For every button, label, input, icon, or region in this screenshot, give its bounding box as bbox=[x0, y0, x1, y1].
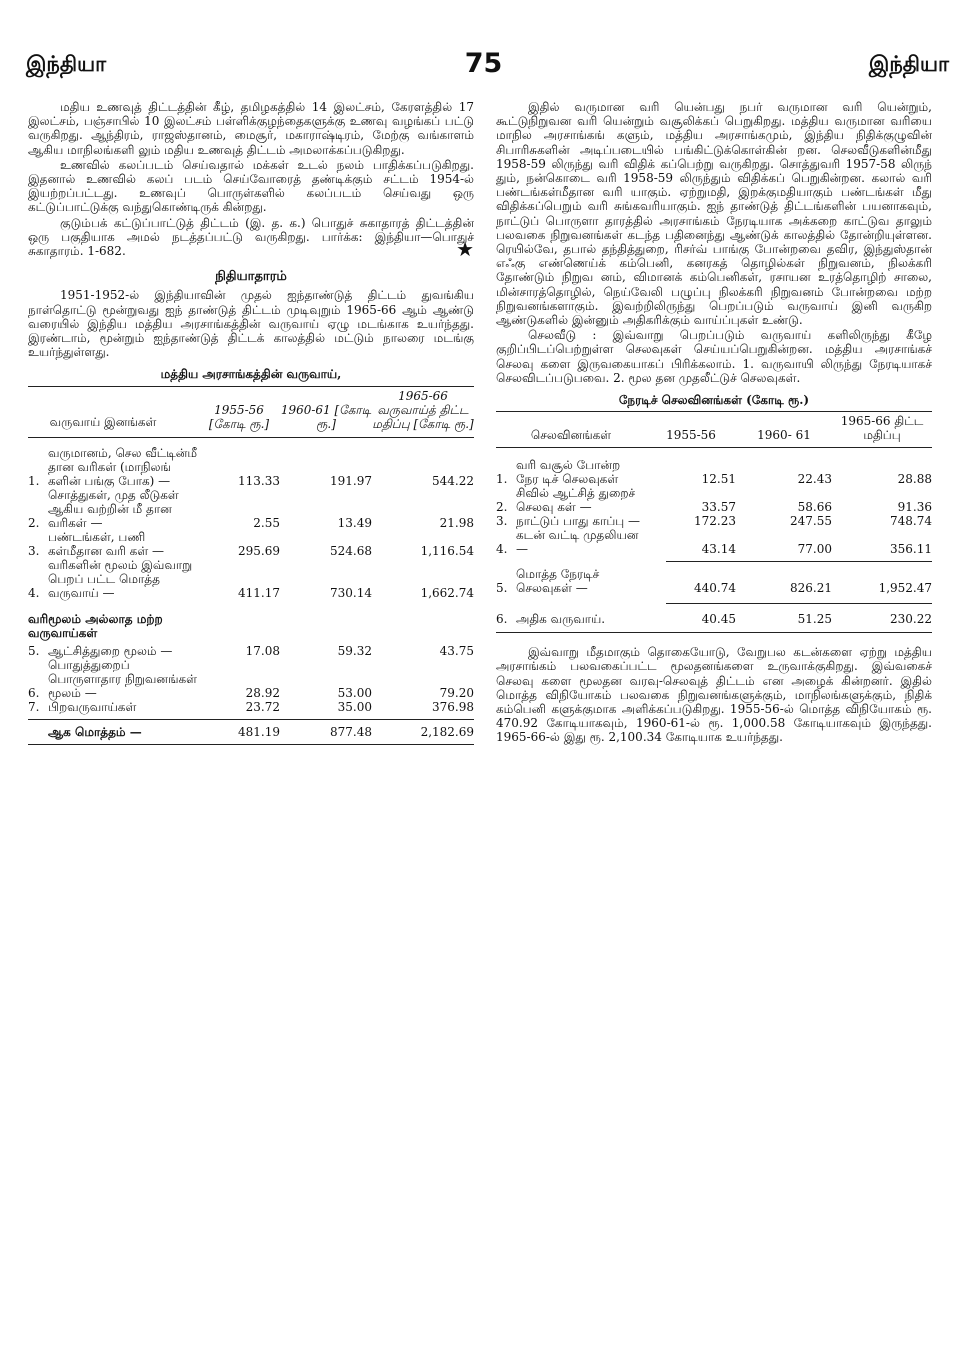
row-label: மொத்த நேரடிச் செலவுகள் — bbox=[516, 567, 600, 596]
table-row bbox=[496, 528, 932, 556]
cell-value: 21.98 bbox=[439, 515, 474, 530]
table-rule bbox=[28, 719, 474, 720]
column-header: வருவாய் இனங்கள் bbox=[49, 414, 157, 429]
column-header: 1965-66 திட்ட மதிப்பு bbox=[840, 414, 924, 443]
column-header: 1955-56 [கோடி ரூ.] bbox=[208, 402, 270, 431]
running-header-left: இந்தியா bbox=[26, 52, 107, 76]
cell-value: 28.92 bbox=[245, 685, 280, 700]
cell-value: 172.23 bbox=[694, 514, 736, 529]
cell-value: 730.14 bbox=[330, 585, 372, 600]
table-row bbox=[28, 644, 474, 658]
cell-value: 35.00 bbox=[337, 699, 372, 714]
paragraph: இதில் வருமான வரி யென்பது நபர் வருமான வரி யென்றும், கூட்டுநிறுவன வரி யென்றும் வசூலிக்கப் பெறுகிறது. மத்திய வருமான வரியை மாநில அரசாங்கங் களும், மத்திய அரசாங்கமும், இந்திய நிதிக்குழுவின் சிபாரிசுகளின் அடிப்படையில் பங்கிட்டுக்கொள்கின் றன. செலவீடுகளின்மீது 1958-59 லிருந்து வரி விதிக் கப்பெற்று வருகிறது. சொத்துவரி 1957-58 லிருந் தும், நன்கொடை வரி 1958-59 லிருந்தும் விதிக்கப் பெறுகின்றன. கலால் வரி பண்டங்கள்மீதான வரி யாகும். ஏற்றுமதி, இறக்குமதியாகும் பண்டங்கள் மீது விதிக்கப்பெறும் வரி சுங்கவரியாகும். ஐந் தாண்டுத் திட்டங்களின் பயனாகவும், நாட்டுப் பொருளா தாரத்தில் அரசாங்கம் நேரடியாக அக்கறை காட்டுவ தாலும் பலவகை நிறுவனங்கள் கடந்த பதினைந்து ஆண்டுக் காலத்தில் தோன்றியுள்ளன. ரெயில்வே, தபால் தந்தித்துறை, ரிசர்வ் பாங்கு போன்றவை தவிர, இந்துஸ்தான் எஃகு எண்ணெய்க் கம்பெனி, கனரகத் தொழில்கள் நிறுவனம், நிலக்கரி தோண்டும் நிறுவ னம், விமானக் கம்பெனிகள், ரசாயன உரத்தொழிற் சாலை, மின்சாரத்தொழில், நெய்வேலி பழுப்பு நிலக்கரி நிறுவனம் போன்றவை மற்ற நிறுவனங்களாகும். இவற்றிலிருந்து பெறப்படும் வருவாய் இனி வருகிற ஆண்டுகளில் இன்னும் அதிகரிக்கும் வாய்ப்புகள் உண்டு. bbox=[496, 100, 932, 328]
row-label: வருமானம், செல வீட்டின்மீ தான வரிகள் (மாநிலங் களின் பங்கு போக) — bbox=[48, 445, 198, 488]
revenue-table bbox=[28, 389, 474, 750]
row-label: சிவில் ஆட்சித் துறைச் செலவு கள் — bbox=[516, 486, 636, 515]
column-header: 1955-56 bbox=[666, 428, 716, 443]
row-label: வரிகளின் மூலம் இவ்வாறு பெறப் பட்ட மொத்த வருவாய் — bbox=[48, 557, 193, 600]
cell-value: 28.88 bbox=[897, 472, 932, 487]
cell-value: 12.51 bbox=[701, 472, 736, 487]
cell-value: 376.98 bbox=[432, 699, 474, 714]
cell-value: 59.32 bbox=[337, 643, 372, 658]
cell-value: 23.72 bbox=[245, 699, 280, 714]
table-caption: நேரடிச் செலவினங்கள் (கோடி ரூ.) bbox=[618, 393, 810, 408]
table-header-row bbox=[496, 414, 932, 442]
table-header-row bbox=[28, 389, 474, 431]
table-subheading: வரிமூலம் அல்லாத மற்ற வருவாய்கள் bbox=[28, 611, 163, 640]
table-row bbox=[28, 658, 474, 700]
cell-value: 524.68 bbox=[330, 543, 372, 558]
table-rule bbox=[28, 744, 474, 745]
cell-value: 440.74 bbox=[694, 581, 736, 596]
cell-value: 43.75 bbox=[439, 643, 474, 658]
star-icon: ★ bbox=[456, 237, 474, 262]
row-number: 2. bbox=[28, 515, 40, 530]
row-label: கடன் வட்டி முதலியன — bbox=[516, 528, 639, 557]
cell-value: 247.55 bbox=[790, 514, 832, 529]
cell-value: 79.20 bbox=[439, 685, 474, 700]
column-header: செலவினங்கள் bbox=[530, 428, 612, 443]
table-row bbox=[28, 530, 474, 558]
table-row bbox=[28, 700, 474, 714]
column-header: 1965-66 வருவாய்த் திட்ட மதிப்பு [கோடி ரூ.] bbox=[372, 388, 474, 431]
table-total-row bbox=[28, 725, 474, 739]
row-number: 5. bbox=[496, 581, 508, 596]
cell-value: 230.22 bbox=[890, 612, 932, 627]
row-label: அதிக வருவாய். bbox=[516, 612, 606, 627]
cell-value: 411.17 bbox=[238, 585, 280, 600]
table-rule bbox=[496, 447, 932, 448]
cell-value: 17.08 bbox=[245, 643, 280, 658]
cell-value: 22.43 bbox=[797, 472, 832, 487]
row-number: 2. bbox=[496, 500, 508, 515]
cell-value: 58.66 bbox=[797, 500, 832, 515]
cell-value: 43.14 bbox=[701, 542, 736, 557]
table-row bbox=[496, 612, 932, 626]
row-number: 1. bbox=[496, 472, 508, 487]
cell-value: 748.74 bbox=[890, 514, 932, 529]
paragraph: இவ்வாறு மீதமாகும் தொகையோடு, வேறுபல கடன்களை ஏற்று மத்திய அரசாங்கம் பலவகைப்பட்ட மூலதனங்களை உருவாக்குகிறது. இவ்வகைச் செலவு களை மூலதன வரவு-செலவுத் திட்டம் என அழைக் கின்றனர். இதில் மொத்த விநியோகம் பலவகை நிறுவனங்களுக்கும், மாநிலங்களுக்கும், நிதிக் கம்பெனி களுக்குமாக அளிக்கப்படுகிறது. 1955-56-ல் மொத்த விநியோகம் ரூ. 470.92 கோடியாகவும், 1960-61-ல் ரூ. 1,000.58 கோடியாகவும் இருந்தது. 1965-66-ல் இது ரூ. 2,100.34 கோடியாக உயர்ந்தது. bbox=[496, 645, 932, 745]
table-rule bbox=[28, 437, 474, 438]
table-rule bbox=[666, 603, 932, 604]
row-number: 6. bbox=[28, 685, 40, 700]
row-label: பொதுத்துறைப் பொருளாதார நிறுவனங்கள் மூலம் — bbox=[48, 657, 197, 700]
row-label: வரி வசூல் போன்ற நேர டிச் செலவுகள் bbox=[516, 458, 621, 487]
cell-value: 33.57 bbox=[701, 500, 736, 515]
cell-value: 53.00 bbox=[337, 685, 372, 700]
cell-value: 1,662.74 bbox=[420, 585, 474, 600]
table-row bbox=[28, 558, 474, 600]
row-number: 7. bbox=[28, 699, 40, 714]
page-number: 75 bbox=[464, 48, 503, 79]
running-header-right: இந்தியா bbox=[868, 52, 949, 76]
paragraph bbox=[28, 215, 474, 262]
expenditure-table bbox=[496, 414, 932, 645]
cell-value: 2.55 bbox=[253, 515, 280, 530]
row-label: நாட்டுப் பாது காப்பு — bbox=[516, 514, 641, 529]
row-label: பிறவருவாய்கள் bbox=[48, 699, 137, 714]
table-row bbox=[28, 488, 474, 530]
paragraph: உணவில் கலப்படம் செய்வதால் மக்கள் உடல் நலம் பாதிக்கப்படுகிறது. இதனால் உணவில் கலப் படம் செய்வோரைத் தண்டிக்கும் சட்டம் 1954-ல் இயற்றப்பட்டது. உணவுப் பொருள்களில் கலப்படம் செய்வது ஒரு கட்டுப்பாட்டுக்கு வந்துகொண்டிருக் கின்றது. bbox=[28, 157, 474, 215]
paragraph-text: குடும்பக் கட்டுப்பாட்டுத் திட்டம் (இ. த. க.) பொதுச் சுகாதாரத் திட்டத்தின் ஒரு பகுதியாக அமல் நடத்தப்பட்டு வருகிறது. பார்க்க: இந்தியா—பொதுச் சுகாதாரம். 1-682. bbox=[28, 215, 474, 259]
table-row bbox=[496, 514, 932, 528]
cell-value: 40.45 bbox=[701, 612, 736, 627]
row-number: 5. bbox=[28, 643, 40, 658]
row-label: ஆட்சித்துறை மூலம் — bbox=[48, 643, 173, 658]
table-rule bbox=[28, 386, 474, 387]
column-header: 1960-61 [கோடி ரூ.] bbox=[280, 402, 372, 431]
row-label: ஆக மொத்தம் — bbox=[48, 724, 142, 739]
cell-value: 356.11 bbox=[890, 542, 932, 557]
cell-value: 13.49 bbox=[337, 515, 372, 530]
row-label: பண்டங்கள், பணி கள்மீதான வரி கள் — bbox=[48, 529, 164, 558]
row-number: 3. bbox=[496, 514, 508, 529]
cell-value: 1,952.47 bbox=[878, 581, 932, 596]
table-row bbox=[496, 458, 932, 486]
row-number: 3. bbox=[28, 543, 40, 558]
table-row bbox=[28, 446, 474, 488]
cell-value: 877.48 bbox=[330, 724, 372, 739]
table-rule bbox=[496, 411, 932, 412]
table-rule bbox=[496, 632, 932, 633]
table-caption: மத்திய அரசாங்கத்தின் வருவாய், bbox=[160, 367, 342, 382]
cell-value: 77.00 bbox=[797, 542, 832, 557]
cell-value: 191.97 bbox=[330, 473, 372, 488]
table-row bbox=[496, 567, 932, 595]
cell-value: 51.25 bbox=[797, 612, 832, 627]
row-label: சொத்துகள், முத லீடுகள் ஆகிய வற்றின் மீ தான வரிகள் — bbox=[48, 487, 179, 530]
column-header: 1960- 61 bbox=[757, 428, 811, 443]
left-column bbox=[28, 100, 474, 750]
row-number: 1. bbox=[28, 473, 40, 488]
cell-value: 826.21 bbox=[790, 581, 832, 596]
table-row bbox=[496, 486, 932, 514]
paragraph: மதிய உணவுத் திட்டத்தின் கீழ், தமிழகத்தில் 14 இலட்சம், கேரளத்தில் 17 இலட்சம், பஞ்சாபில் 10 இலட்சம் பள்ளிக்குழந்தைகளுக்கு உணவு வழங்கப் பட்டு வருகிறது. ஆந்திரம், ராஜஸ்தானம், மைசூர், மகாராஷ்டிரம், மேற்கு வங்காளம் ஆகிய மாநிலங்களி லும் மதிய உணவுத் திட்டம் அமலாக்கப்படுகிறது. bbox=[28, 100, 474, 157]
cell-value: 113.33 bbox=[238, 473, 280, 488]
section-heading: நிதியாதாரம் bbox=[215, 269, 287, 285]
cell-value: 1,116.54 bbox=[420, 543, 474, 558]
row-number: 4. bbox=[28, 585, 40, 600]
row-number: 6. bbox=[496, 612, 508, 627]
table-rule bbox=[666, 561, 932, 562]
cell-value: 91.36 bbox=[897, 500, 932, 515]
right-column bbox=[496, 100, 932, 746]
paragraph: செலவீடு : இவ்வாறு பெறப்படும் வருவாய் களிலிருந்து கீழே குறிப்பிடப்பெற்றுள்ள செலவுகள் செய்யப்பெறுகின்றன. மத்திய அரசாங்கச் செலவு களை இருவகையாகப் பிரிக்கலாம். 1. வருவாயி லிருந்து நேரடியாகச் செலவிடப்படுபவை. 2. மூல தன முதலீட்டுச் செலவுகள். bbox=[496, 328, 932, 385]
cell-value: 481.19 bbox=[238, 724, 280, 739]
row-number: 4. bbox=[496, 542, 508, 557]
paragraph: 1951-1952-ல் இந்தியாவின் முதல் ஐந்தாண்டுத் திட்டம் துவங்கிய நாள்தொட்டு மூன்றுவது ஐந் தாண்டுத் திட்டம் முடிவுறும் 1965-66 ஆம் ஆண்டு வரையில் இந்திய மத்திய அரசாங்கத்தின் வருவாய் ஏழு மடங்காக உயர்ந்தது. இரண்டாம், மூன்றும் ஐந்தாண்டுத் திட்டக் காலத்தில் மட்டும் நாலரை மடங்கு உயர்ந்துள்ளது. bbox=[28, 288, 474, 360]
cell-value: 544.22 bbox=[432, 473, 474, 488]
cell-value: 295.69 bbox=[238, 543, 280, 558]
cell-value: 2,182.69 bbox=[420, 724, 474, 739]
